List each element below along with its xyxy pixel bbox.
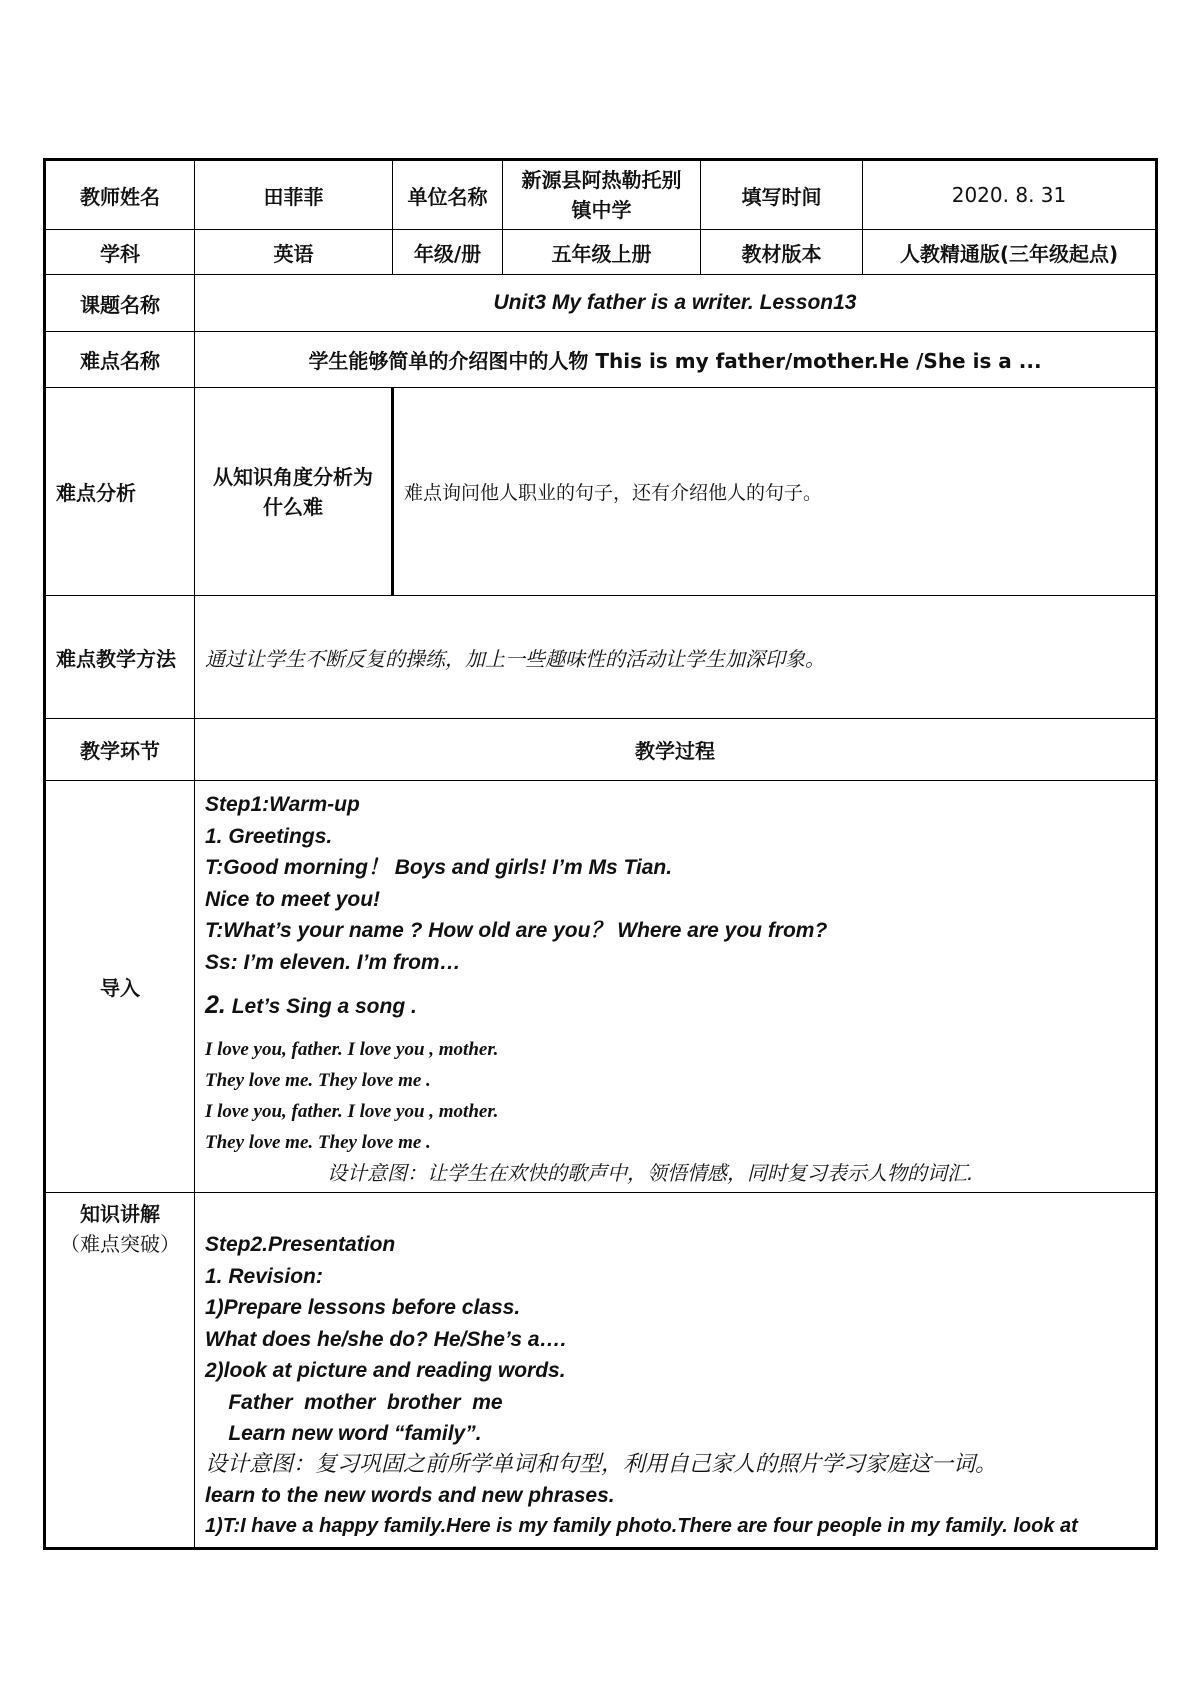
topic-label: 课题名称	[45, 275, 195, 332]
knowledge-content	[195, 1193, 1157, 1549]
knowledge-line: 1)Prepare lessons before class.	[205, 1296, 521, 1319]
knowledge-line: 1. Revision:	[205, 1264, 323, 1288]
process-label: 教学环节	[45, 719, 195, 781]
knowledge-label-sub: （难点突破）	[60, 1232, 180, 1256]
date-value: 2020. 8. 31	[863, 160, 1157, 230]
difficulty-label: 难点名称	[45, 332, 195, 388]
knowledge-line: What does he/she do? He/She’s a….	[205, 1327, 567, 1351]
row-subject	[45, 230, 1157, 275]
row-process-header	[45, 719, 1157, 781]
grade-label: 年级/册	[393, 230, 503, 275]
knowledge-line: 2)look at picture and reading words.	[205, 1359, 566, 1382]
row-teacher	[45, 160, 1157, 230]
unit-label: 单位名称	[393, 160, 503, 230]
process-value: 教学过程	[195, 719, 1157, 781]
edition-label: 教材版本	[701, 230, 863, 275]
teacher-value: 田菲菲	[195, 160, 393, 230]
teacher-label: 教师姓名	[45, 160, 195, 230]
row-method	[45, 596, 1157, 719]
row-topic	[45, 275, 1157, 332]
knowledge-line: learn to the new words and new phrases.	[205, 1483, 615, 1507]
intro-line: Nice to meet you!	[205, 887, 381, 911]
row-knowledge	[45, 1193, 1157, 1549]
intro-line: Step1:Warm-up	[205, 793, 360, 816]
analysis-value: 难点询问他人职业的句子，还有介绍他人的句子。	[393, 388, 1157, 596]
intro-line: 1. Greetings.	[205, 824, 333, 848]
unit-value: 新源县阿热勒托别镇中学	[503, 160, 701, 230]
knowledge-line: 1)T:I have a happy family.Here is my family photo.There are four people in my family. look at	[205, 1515, 1078, 1537]
knowledge-line: Father mother brother me	[205, 1390, 503, 1414]
row-difficulty	[45, 332, 1157, 388]
song-line: They love me. They love me .	[205, 1070, 431, 1091]
knowledge-label-main: 知识讲解	[80, 1202, 160, 1226]
intro-line: T:What’s your name ? How old are you？ Where are you from?	[205, 919, 828, 942]
row-analysis	[45, 388, 1157, 596]
knowledge-design-note: 设计意图：复习巩固之前所学单词和句型，利用自己家人的照片学习家庭这一词。	[205, 1451, 998, 1477]
method-label: 难点教学方法	[45, 596, 195, 719]
lesson-plan-table	[43, 158, 1158, 1550]
intro-content	[195, 781, 1157, 1193]
subject-label: 学科	[45, 230, 195, 275]
song-line: They love me. They love me .	[205, 1132, 431, 1153]
knowledge-label	[45, 1193, 195, 1549]
knowledge-line: Step2.Presentation	[205, 1233, 396, 1256]
intro-design-note: 设计意图：让学生在欢快的歌声中，领悟情感，同时复习表示人物的词汇.	[327, 1161, 974, 1185]
song-line: I love you, father. I love you , mother.	[205, 1039, 499, 1060]
analysis-sub-label: 从知识角度分析为什么难	[195, 388, 393, 596]
topic-value: Unit3 My father is a writer. Lesson13	[195, 275, 1157, 332]
difficulty-value: 学生能够简单的介绍图中的人物 This is my father/mother.He /She is a ...	[195, 332, 1157, 388]
knowledge-line: Learn new word “family”.	[205, 1422, 482, 1445]
analysis-label: 难点分析	[45, 388, 195, 596]
grade-value: 五年级上册	[503, 230, 701, 275]
song-number: 2.	[205, 991, 226, 1019]
date-label: 填写时间	[701, 160, 863, 230]
song-title: Let’s Sing a song .	[225, 995, 417, 1018]
intro-label: 导入	[45, 781, 195, 1193]
song-heading	[205, 988, 1145, 1024]
song-line: I love you, father. I love you , mother.	[205, 1101, 499, 1122]
edition-value: 人教精通版(三年级起点)	[863, 230, 1157, 275]
subject-value: 英语	[195, 230, 393, 275]
intro-line: T:Good morning！ Boys and girls! I’m Ms Tian.	[205, 856, 673, 879]
intro-line: Ss: I’m eleven. I’m from…	[205, 950, 461, 974]
row-intro	[45, 781, 1157, 1193]
method-value: 通过让学生不断反复的操练，加上一些趣味性的活动让学生加深印象。	[195, 596, 1157, 719]
